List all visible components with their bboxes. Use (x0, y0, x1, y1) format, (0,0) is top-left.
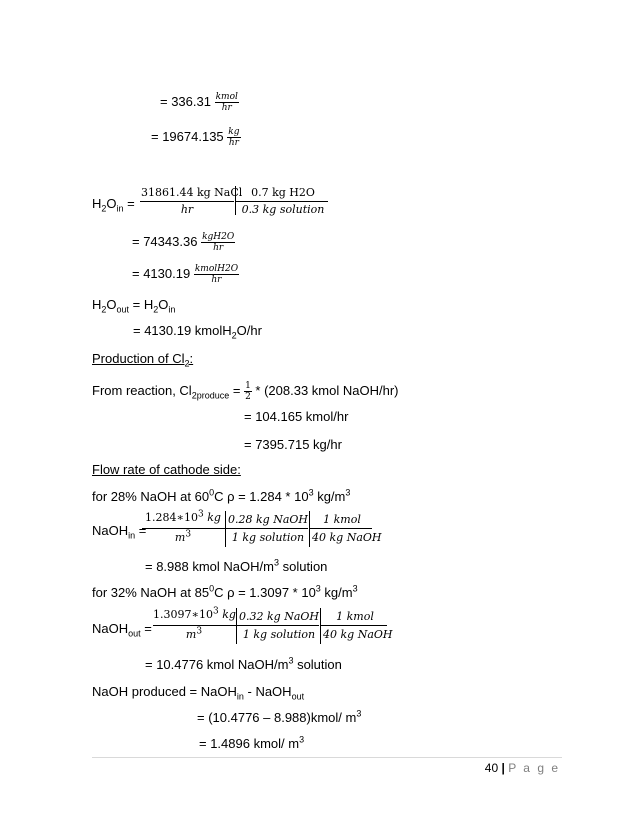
page-number: 40 (484, 761, 499, 775)
rate-kmol-line: = 336.31 $\frac{\text{kmol}}{hr}$ (160, 92, 238, 113)
condition-32-percent: for 32% NaOH at $85^0C$ $\rho = 1.3097 * 10^3$ $kg/m^3$ (92, 583, 358, 600)
h2o-in-f2-num: 0.7 kg H2O (251, 186, 315, 199)
footer-rule (92, 757, 562, 758)
naoh-out-divider-2 (320, 608, 321, 644)
naoh-out-f2-den: 1 kg solution (242, 628, 316, 641)
h2o-kmol-line: = 4130.19 $\frac{\text{kmolH2O}}{hr}$ (132, 264, 239, 285)
naoh-in-f1-bar (142, 528, 225, 529)
naoh-out-label: NaOH$_{out}$ = (92, 621, 152, 639)
naoh-in-label: NaOH$_{in}$ = (92, 523, 147, 541)
cl2-reaction-line: From reaction, $Cl_{2produce}$ = $\frac{1}{2}$ * (208.33 kmol NaOH/hr) (92, 381, 399, 402)
unit-fraction: $\frac{\text{kmol}}{hr}$ (215, 92, 238, 113)
naoh-in-f3-num: 1 kmol (323, 513, 361, 526)
h2o-in-f1-num: 31861.44 kg NaCl (141, 186, 243, 199)
naoh-out-f2-bar (237, 625, 319, 626)
naoh-in-f1-den: $m^3$ (174, 529, 192, 544)
naoh-in-f2-num: 0.28 kg NaOH (228, 513, 308, 526)
condition-28-percent: for 28% NaOH at $60^0C$ $\rho = 1.284 * 10^3$ $kg/m^3$ (92, 487, 351, 504)
naoh-in-f3-den: 40 kg NaOH (312, 531, 382, 544)
unit-fraction: $\frac{\text{kmolH2O}}{hr}$ (194, 264, 239, 285)
h2o-out-eq-line: $H_2O_{out} = H_2O_{in}$ (92, 297, 176, 315)
naoh-in-result: = 8.988 kmol NaOH/$m^3$ solution (145, 557, 328, 574)
naoh-produced-line: NaOH produced = NaOH$_{in}$ - NaOH$_{out}$ (92, 684, 305, 702)
naoh-produced-calc: = (10.4776 – 8.988)kmol/ $m^3$ (197, 708, 362, 725)
half-fraction: $\frac{1}{2}$ (245, 381, 251, 402)
h2o-in-f1-bar (140, 201, 234, 202)
cl2-kmol-result: = 104.165 kmol/hr (244, 409, 349, 424)
naoh-out-f3-bar (321, 625, 387, 626)
h2o-in-f1-den: hr (180, 203, 194, 216)
footer-separator: | (498, 761, 509, 775)
naoh-in-f1-num: $1.284∗10^3$ kg (145, 509, 221, 524)
unit-fraction: $\frac{\text{kgH2O}}{hr}$ (202, 232, 235, 253)
h2o-in-label: $H_2O_{in}$ = (92, 196, 135, 214)
rate-kg-line: = 19674.135 $\frac{kg}{hr}$ (151, 127, 240, 148)
naoh-out-divider-1 (236, 608, 237, 644)
naoh-out-f3-den: 40 kg NaOH (323, 628, 393, 641)
naoh-in-divider-2 (309, 511, 310, 547)
h2o-in-f2-bar (236, 201, 328, 202)
naoh-out-f2-num: 0.32 kg NaOH (239, 610, 319, 623)
naoh-in-divider-1 (225, 511, 226, 547)
naoh-produced-result: = 1.4896 kmol/ $m^3$ (199, 734, 305, 751)
cl2-kg-result: = 7395.715 kg/hr (244, 437, 342, 452)
naoh-out-f1-bar (153, 625, 236, 626)
h2o-out-value-line: = 4130.19 kmolH$_2$O/hr (133, 323, 262, 341)
unit-fraction: $\frac{kg}{hr}$ (228, 127, 240, 148)
cl2-heading: Production of $Cl_2$: (92, 351, 194, 369)
h2o-kg-line: = 74343.36 $\frac{\text{kgH2O}}{hr}$ (132, 232, 235, 253)
page-word: P a g e (508, 761, 560, 775)
page-footer (485, 761, 560, 775)
naoh-in-f3-bar (310, 528, 372, 529)
naoh-out-result: = 10.4776 kmol NaOH/$m^3$ solution (145, 655, 342, 672)
cathode-heading: Flow rate of cathode side: (92, 462, 241, 477)
naoh-out-f1-den: $m^3$ (185, 626, 203, 641)
h2o-in-f2-den: 0.3 kg solution (241, 203, 325, 216)
naoh-in-f2-bar (226, 528, 308, 529)
naoh-out-f3-num: 1 kmol (336, 610, 374, 623)
naoh-out-f1-num: $1.3097∗10^3$ kg (153, 606, 236, 621)
naoh-in-f2-den: 1 kg solution (231, 531, 305, 544)
